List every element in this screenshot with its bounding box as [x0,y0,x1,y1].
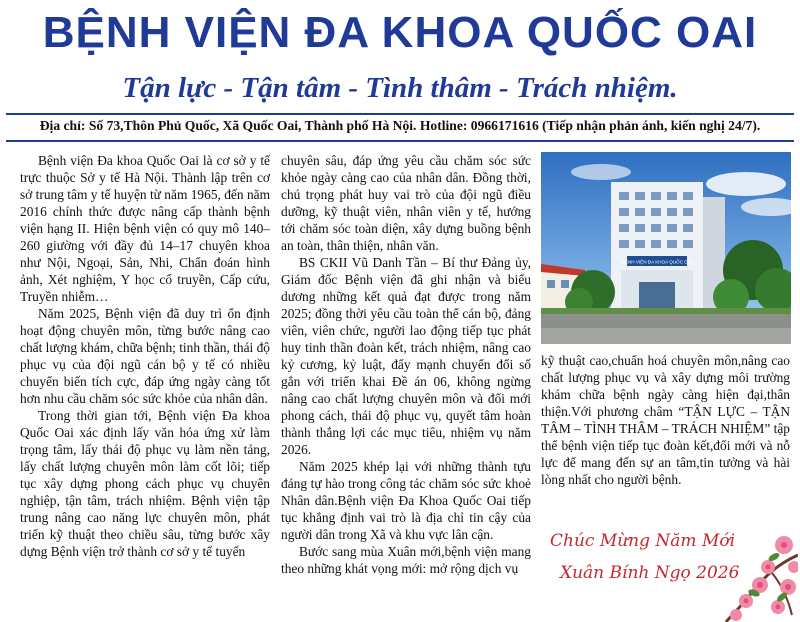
paragraph: Trong thời gian tới, Bệnh viện Đa khoa Quốc Oai xác định lấy văn hóa ứng xử làm trọng tâm, lấy thái độ phục vụ làm nền tảng, lấy chất lượng chuyên môn làm cốt lõi; tiếp tục xây dựng phong cách phục vụ chuyên nghiệp, tận tâm, trách nhiệm. Bệnh viện tập trung nâng cao năng lực chuyên môn, phát triển kỹ thuật theo chiều sâu, từng bước xây dựng Bệnh viện trở thành cơ sở y tế tuyến [20,408,270,559]
divider-top [6,113,794,115]
article-column-1 [20,152,270,560]
new-year-greeting [536,515,798,622]
slogan: Tận lực - Tận tâm - Tình thâm - Trách nhiệm. [122,72,678,104]
article-column-2 [281,152,531,577]
paragraph: Bệnh viện Đa khoa Quốc Oai là cơ sở y tế trực thuộc Sở y tế Hà Nội. Thành lập trên cơ sở trung tâm y tế huyện từ năm 1965, đến năm 2016 chính thức được nâng cấp thành bệnh viện hạng II. Hiện bệnh viện có quy mô 140–260 giường với đầy đủ 14–17 chuyên khoa như Nội, Ngoại, Sản, Nhi, Chẩn đoán hình ảnh, Xét nghiệm, Y học cổ truyền, Cấp cứu, Truyền nhiễm… [20,153,270,304]
paragraph: Năm 2025, Bệnh viện đã duy trì ổn định hoạt động chuyên môn, từng bước nâng cao chất lượng khám, chữa bệnh; tinh thần, thái độ phục vụ của đội ngũ cán bộ y tế có nhiều chuyển biến tích cực, đáp ứng ngày càng tốt hơn nhu cầu chăm sóc sức khỏe của nhân dân. [20,306,270,406]
article-column-3 [541,352,790,488]
divider-bottom [6,140,794,142]
address-line: Địa chỉ: Số 73,Thôn Phủ Quốc, Xã Quốc Oai, Thành phố Hà Nội. Hotline: 0966171616 (Tiếp nhận phản ánh, kiến nghị 24/7). [39,118,761,133]
paragraph: chuyên sâu, đáp ứng yêu cầu chăm sóc sức khỏe ngày càng cao của nhân dân. Đồng thời, chú trọng phát huy vai trò của đội ngũ điều dưỡng, kỹ thuật viên, nhân viên y tế, hướng tới chăm sóc toàn diện, xây dựng buồng bệnh an toàn, thân thiện, nhân văn. [281,153,531,253]
hospital-building-photo [541,152,791,344]
greeting-line-2: Xuân Bính Ngọ 2026 [560,563,740,583]
hospital-building-icon [541,152,791,344]
building-sign: BỆNH VIỆN ĐA KHOA QUỐC OAI [621,259,693,265]
paragraph: kỹ thuật cao,chuẩn hoá chuyên môn,nâng cao chất lượng phục vụ và xây dựng môi trường khám chữa bệnh ngày càng hiện đại,thân thiện.Với phương châm “TẬN LỰC – TẬN TÂM – TÌNH THÂM – TRÁCH NHIỆM” tập thể bệnh viện tiếp tục đoàn kết,đổi mới và nỗ lực để mang đến sự an tâm,tin tưởng và hài lòng nhất cho người bệnh. [541,353,790,487]
page-title: BỆNH VIỆN ĐA KHOA QUỐC OAI [42,8,758,57]
paragraph: Năm 2025 khép lại với những thành tựu đáng tự hào trong công tác chăm sóc sức khoẻ Nhân dân.Bệnh viện Đa Khoa Quốc Oai tiếp tục khẳng định vai trò là địa chỉ tin cậy của người dân trong Xã và khu vực lân cận. [281,459,531,542]
paragraph: BS CKII Vũ Danh Tần – Bí thư Đảng ủy, Giám đốc Bệnh viện đã ghi nhận và biểu dương những kết quả đạt được trong năm 2025; đồng thời yêu cầu toàn thể cán bộ, đảng viên, viên chức, người lao động tiếp tục phát huy tinh thần đoàn kết, trách nhiệm, nâng cao kỷ cương, kỷ luật, đẩy mạnh chuyển đổi số gắn với triển khai Đề án 06, không ngừng nâng cao chất lượng chuyên môn và đổi mới phong cách, thái độ phục vụ, quyết tâm hoàn thành thắng lợi các mục tiêu, nhiệm vụ năm 2026. [281,255,531,457]
greeting-line-1: Chúc Mừng Năm Mới [550,531,736,551]
paragraph: Bước sang mùa Xuân mới,bệnh viện mang theo những khát vọng mới: mở rộng dịch vụ [281,544,531,576]
